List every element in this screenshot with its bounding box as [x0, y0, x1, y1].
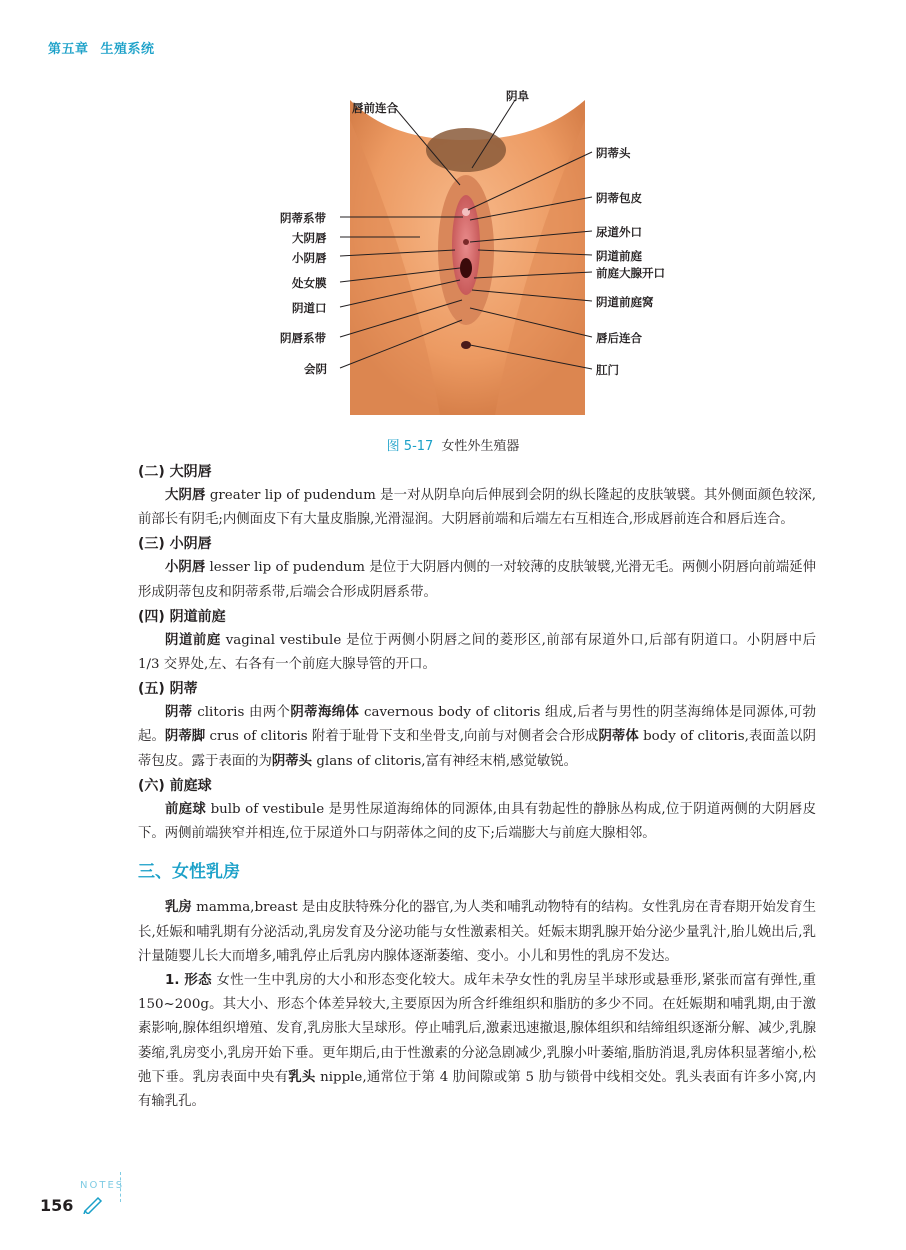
- anatomy-illustration: [0, 0, 906, 440]
- chapter-title: 生殖系统: [100, 42, 155, 57]
- figure-caption: [0, 435, 906, 454]
- body-text: [138, 460, 816, 1114]
- section-heading: (二) 大阴唇: [138, 464, 212, 480]
- text: 女性一生中乳房的大小和形态变化较大。成年未孕女性的乳房呈半球形或悬垂形,紧张而富有弹性,重 150~200g。其大小、形态个体差异较大,主要原因为所含纤维组织和脂肪的多少不同。在妊娠期和哺乳期,由于激素影响,腺体组织增殖、发育,乳房胀大呈球形。停止哺乳后,激素迅速撤退,腺体组织和结缔组织逐渐分解、减少,乳腺萎缩,乳房变小,乳房开始下垂。更年期后,由于性激素的分泌急剧减少,乳腺小叶萎缩,脂肪消退,乳房体积显著缩小,松弛下垂。乳房表面中央有: [138, 973, 816, 1085]
- label-vaginal-orifice: 阴道口: [292, 301, 327, 315]
- label-prepuce-clitoris: 阴蒂包皮: [596, 191, 642, 205]
- paragraph: [138, 556, 816, 604]
- urethral-opening: [463, 239, 469, 245]
- term: 阴蒂海绵体: [290, 705, 360, 721]
- text: body of clitoris,表面盖以阴蒂包皮。露于表面的为: [138, 729, 817, 769]
- figure-5-17: [0, 0, 906, 440]
- paragraph: [138, 701, 816, 774]
- section-heading: (五) 阴蒂: [138, 681, 198, 698]
- paragraph: [138, 969, 816, 1114]
- term: 前庭球: [165, 801, 207, 817]
- term: 阴蒂脚: [164, 729, 206, 745]
- label-urethral-orifice: 尿道外口: [596, 225, 642, 239]
- term: 阴蒂头: [271, 753, 313, 769]
- label-labia-majora: 大阴唇: [292, 231, 327, 245]
- page-number: 156: [40, 1196, 74, 1215]
- section-heading: (三) 小阴唇: [138, 536, 212, 553]
- notes-label: NOTES: [80, 1180, 125, 1191]
- paragraph: [138, 484, 816, 532]
- label-frenulum-clitoris: 阴蒂系带: [280, 211, 326, 225]
- section-heading: (四) 阴道前庭: [138, 608, 226, 625]
- text: cavernous body of clitoris 组成,后者与男性的阴茎海绵体是同源体,可勃起。: [138, 705, 817, 745]
- label-anterior-commissure: 唇前连合: [352, 101, 398, 115]
- chapter-number: 第五章: [48, 42, 89, 57]
- mons-pubis: [426, 128, 506, 172]
- caption-number: 图 5-17: [386, 439, 434, 454]
- label-frenulum-labia: 阴唇系带: [280, 331, 326, 345]
- paragraph: [138, 896, 816, 969]
- term: 乳头: [288, 1069, 316, 1085]
- caption-title: 女性外生殖器: [441, 439, 520, 454]
- label-posterior-commissure: 唇后连合: [596, 331, 642, 345]
- text: vaginal vestibule 是位于两侧小阴唇之间的菱形区,前部有尿道外口,后部有阴道口。小阴唇中后 1/3 交界处,左、右各有一个前庭大腺导管的开口。: [138, 632, 816, 673]
- text: bulb of vestibule 是男性尿道海绵体的同源体,由具有勃起性的静脉丛构成,位于阴道两侧的大阴唇皮下。两侧前端狭窄并相连,位于尿道外口与阴蒂体之间的皮下;后端膨大与前庭大腺相邻。: [138, 801, 817, 842]
- section-title-breast: 三、女性乳房: [138, 862, 240, 883]
- text: glans of clitoris,富有神经末梢,感觉敏锐。: [312, 753, 578, 769]
- label-greater-vestibular-gland: 前庭大腺开口: [596, 266, 665, 280]
- term: 乳房: [165, 900, 192, 916]
- pencil-icon: [82, 1196, 104, 1214]
- term: 大阴唇: [165, 488, 206, 503]
- text: crus of clitoris 附着于耻骨下支和坐骨支,向前与对侧者会合形成: [205, 729, 599, 745]
- text: lesser lip of pudendum 是位于大阴唇内侧的一对较薄的皮肤皱襞,光滑无毛。两侧小阴唇向前端延伸形成阴蒂包皮和阴蒂系带,后端会合形成阴唇系带。: [138, 560, 816, 600]
- paragraph: [138, 629, 816, 677]
- label-anus: 肛门: [596, 363, 619, 377]
- term: 阴蒂: [165, 705, 193, 721]
- label-perineum: 会阴: [304, 362, 327, 376]
- text: greater lip of pudendum 是一对从阴阜向后伸展到会阴的纵长隆起的皮肤皱襞。其外侧面颜色较深,前部长有阴毛;内侧面皮下有大量皮脂腺,光滑湿润。大阴唇前端和后端左右互相连合,形成唇前连合和唇后连合。: [138, 488, 816, 528]
- text: mamma,breast 是由皮肤特殊分化的器官,为人类和哺乳动物特有的结构。女性乳房在青春期开始发育生长,妊娠和哺乳期有分泌活动,乳房发育及分泌功能与女性激素相关。妊娠末期乳腺开始分泌少量乳汁,胎儿娩出后,乳汁量随婴儿长大而增多,哺乳停止后乳房内腺体逐渐萎缩、变小。小儿和男性的乳房不发达。: [138, 900, 817, 964]
- paragraph: [138, 798, 816, 846]
- term: 1. 形态: [165, 973, 212, 989]
- label-glans-clitoris: 阴蒂头: [596, 146, 631, 160]
- section-heading: (六) 前庭球: [138, 777, 212, 794]
- label-mons-pubis: 阴阜: [506, 89, 529, 103]
- label-vestibular-fossa: 阴道前庭窝: [596, 295, 654, 309]
- label-hymen: 处女膜: [292, 276, 327, 290]
- text: clitoris 由两个: [192, 705, 291, 721]
- vaginal-opening: [460, 258, 472, 278]
- term: 小阴唇: [165, 560, 206, 576]
- label-vestibule: 阴道前庭: [596, 249, 642, 263]
- text: nipple,通常位于第 4 肋间隙或第 5 肋与锁骨中线相交处。乳头表面有许多小窝,内有输乳孔。: [138, 1069, 817, 1110]
- term: 阴蒂体: [598, 729, 639, 745]
- term: 阴道前庭: [165, 632, 221, 648]
- anus: [461, 341, 471, 349]
- label-labia-minora: 小阴唇: [292, 251, 327, 265]
